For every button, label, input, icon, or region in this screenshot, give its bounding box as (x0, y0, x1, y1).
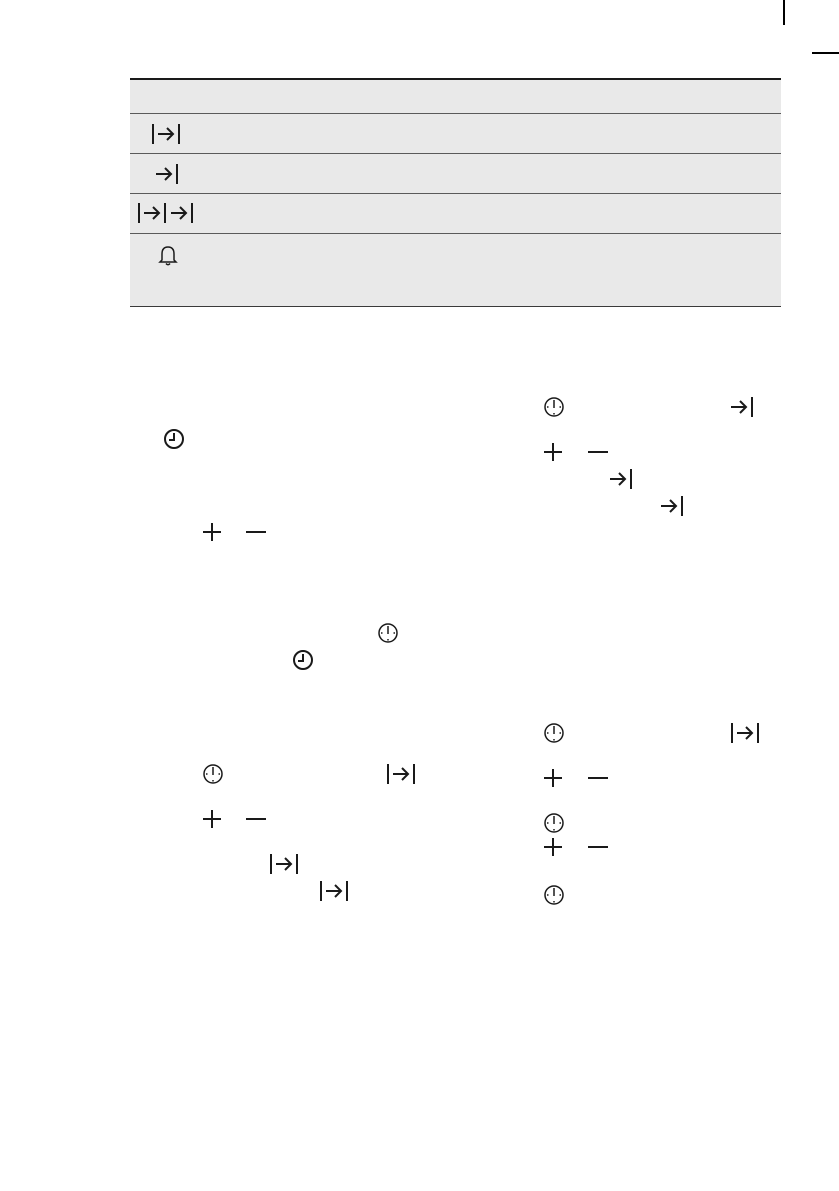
end-icon (609, 468, 633, 490)
duration-icon (152, 123, 182, 145)
end-icon (660, 495, 684, 517)
table-row-end (130, 154, 781, 194)
table-header-row (130, 78, 781, 114)
time-of-day-icon (163, 428, 185, 450)
duration-icon (320, 880, 350, 902)
end-icon (155, 163, 179, 185)
minus-icon (587, 768, 609, 788)
minus-icon (587, 442, 609, 462)
time-delay-icon (138, 202, 196, 224)
duration-icon (270, 853, 300, 875)
crop-mark-right (812, 52, 839, 54)
clock-icon (377, 622, 399, 644)
clock-icon (543, 722, 565, 744)
clock-icon (543, 884, 565, 906)
clock-icon (543, 812, 565, 834)
duration-icon (731, 722, 761, 744)
minus-icon (245, 522, 267, 542)
plus-icon (543, 768, 563, 788)
minus-icon (587, 837, 609, 857)
bell-icon (159, 245, 177, 267)
minus-icon (245, 809, 267, 829)
table-row-time-delay (130, 194, 781, 234)
table-row-duration (130, 114, 781, 154)
table-row-minute-minder (130, 234, 781, 307)
plus-icon (202, 522, 222, 542)
duration-icon (387, 763, 417, 785)
clock-icon (543, 396, 565, 418)
plus-icon (543, 837, 563, 857)
plus-icon (543, 442, 563, 462)
clock-icon (202, 763, 224, 785)
time-of-day-icon (292, 649, 314, 671)
plus-icon (202, 809, 222, 829)
crop-mark-top (783, 0, 785, 25)
end-icon (730, 396, 754, 418)
function-table (130, 78, 781, 307)
